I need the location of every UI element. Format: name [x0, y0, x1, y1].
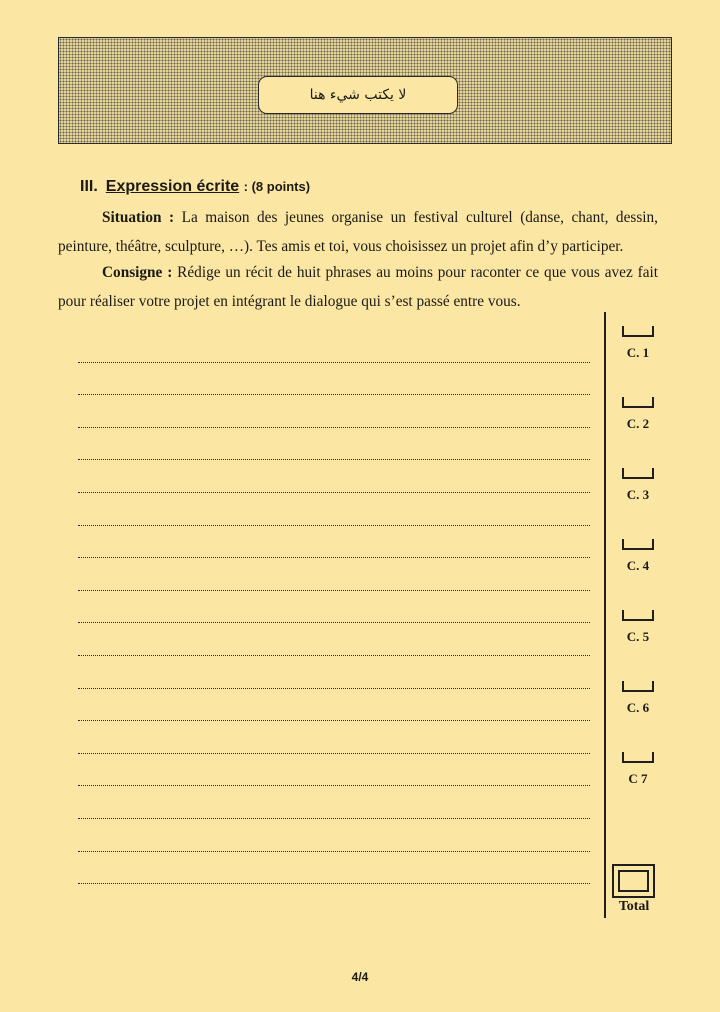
no-write-notice: لا يكتب شيء هنا — [258, 76, 458, 114]
consigne-paragraph — [58, 258, 658, 316]
criterion-label: C. 2 — [626, 416, 650, 431]
score-bracket — [622, 752, 654, 763]
writing-line[interactable] — [78, 623, 590, 656]
criterion-label: C. 4 — [626, 558, 650, 573]
criterion-label: C. 1 — [626, 345, 650, 360]
writing-line[interactable] — [78, 460, 590, 493]
criterion-1 — [616, 326, 660, 361]
criterion-6 — [616, 681, 660, 716]
section-title: Expression écrite — [105, 178, 240, 195]
situation-label: Situation : — [102, 209, 175, 226]
criterion-3 — [616, 468, 660, 503]
criterion-label: C 7 — [628, 771, 648, 786]
situation-text: La maison des jeunes organise un festival culturel (danse, chant, dessin, peinture, théâtre, sculpture, …). Tes amis et toi, vous choisissez un projet afin d’y participer. — [58, 209, 658, 255]
writing-line[interactable] — [78, 591, 590, 624]
writing-line[interactable] — [78, 428, 590, 461]
writing-line[interactable] — [78, 819, 590, 852]
writing-line[interactable] — [78, 493, 590, 526]
score-bracket — [622, 610, 654, 621]
section-heading — [80, 178, 310, 196]
criterion-4 — [616, 539, 660, 574]
situation-paragraph — [58, 203, 658, 261]
criterion-2 — [616, 397, 660, 432]
writing-line[interactable] — [78, 363, 590, 396]
writing-line[interactable] — [78, 526, 590, 559]
page-number: 4/4 — [351, 970, 369, 984]
writing-line[interactable] — [78, 754, 590, 787]
writing-line[interactable] — [78, 656, 590, 689]
writing-line[interactable] — [78, 395, 590, 428]
total-label: Total — [618, 899, 650, 914]
section-points: : (8 points) — [243, 179, 311, 194]
writing-line[interactable] — [78, 721, 590, 754]
examiner-only-band — [58, 37, 672, 144]
score-bracket — [622, 468, 654, 479]
criterion-label: C. 6 — [626, 700, 650, 715]
writing-line[interactable] — [78, 786, 590, 819]
writing-line[interactable] — [78, 330, 590, 363]
score-bracket — [622, 326, 654, 337]
consigne-label: Consigne : — [102, 264, 173, 281]
criterion-label: C. 5 — [626, 629, 650, 644]
criterion-5 — [616, 610, 660, 645]
criterion-7 — [616, 752, 660, 787]
criterion-label: C. 3 — [626, 487, 650, 502]
margin-rule — [604, 312, 606, 918]
writing-line[interactable] — [78, 558, 590, 591]
writing-line[interactable] — [78, 689, 590, 722]
writing-line[interactable] — [78, 852, 590, 885]
score-bracket — [622, 397, 654, 408]
consigne-text: Rédige un récit de huit phrases au moins pour raconter ce que vous avez fait pour réaliser votre projet en intégrant le dialogue qui s’est passé entre vous. — [58, 264, 658, 310]
score-bracket — [622, 681, 654, 692]
section-number: III. — [80, 178, 98, 195]
score-bracket — [622, 539, 654, 550]
writing-area[interactable] — [78, 330, 590, 884]
total-score-box — [612, 864, 655, 898]
